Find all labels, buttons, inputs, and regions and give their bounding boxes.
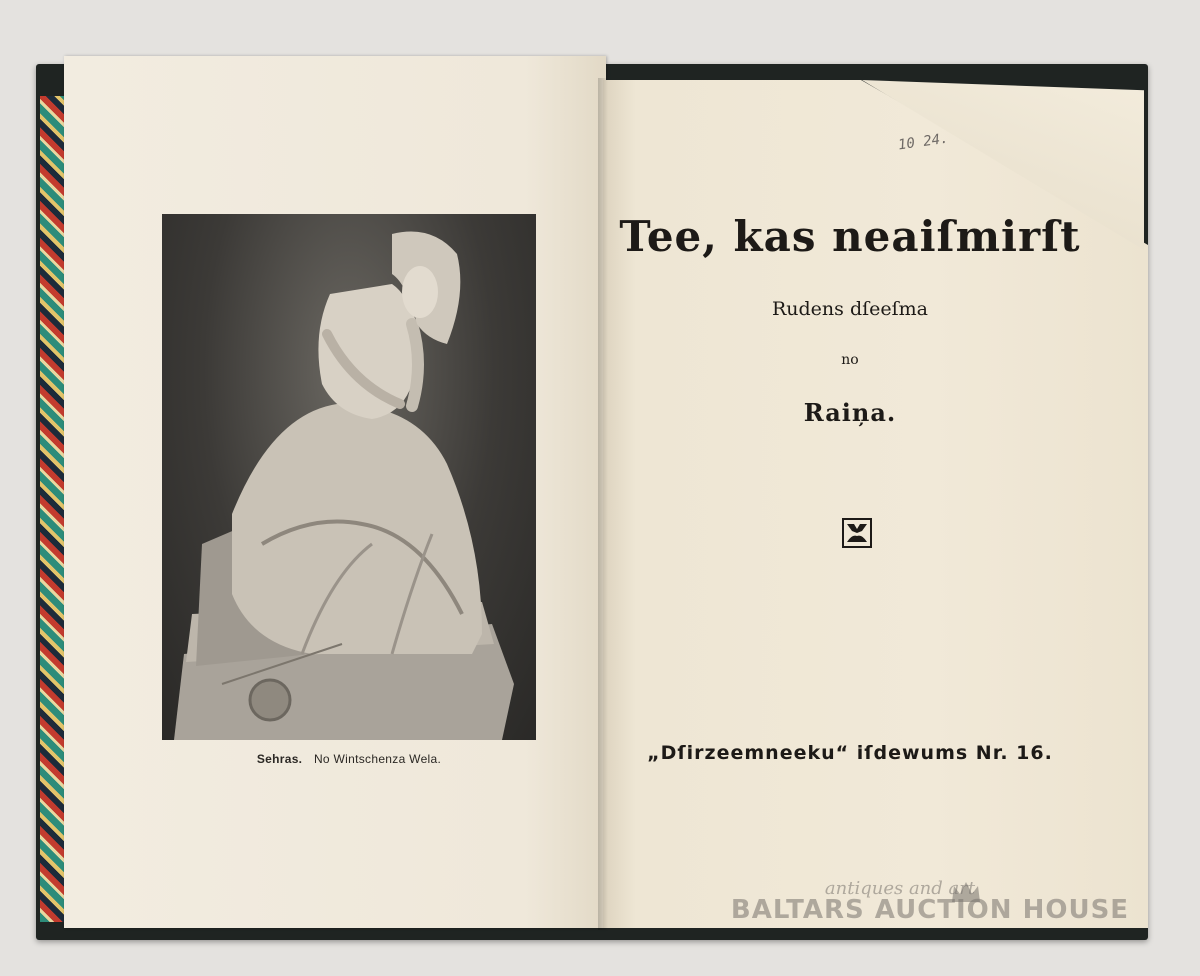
sculpture-illustration	[162, 214, 536, 740]
caption-title: Sehras.	[256, 752, 303, 766]
frontispiece-caption	[162, 752, 536, 766]
printer-ornament-icon	[842, 518, 872, 548]
publisher-line: „Dſirzeemneeku“ iſdewums Nr. 16.	[647, 742, 1053, 764]
watermark-tagline: antiques and art	[824, 878, 976, 899]
book-subtitle: Rudens dſeeſma	[771, 298, 929, 320]
author-name: Raiņa.	[803, 398, 897, 427]
page-gutter-shadow	[598, 78, 608, 930]
right-page	[603, 80, 1148, 928]
book-title: Tee, kas neaiſmirſt	[619, 212, 1081, 261]
caption-credit: No Wintschenza Wela.	[313, 752, 442, 766]
author-prefix: no	[841, 352, 859, 368]
handwritten-note: 10 24.	[897, 130, 950, 154]
watermark-brand: BALTARS AUCTION HOUSE	[730, 895, 1130, 925]
frontispiece-photo-sculpture	[162, 214, 536, 740]
auction-house-watermark	[720, 878, 1140, 925]
